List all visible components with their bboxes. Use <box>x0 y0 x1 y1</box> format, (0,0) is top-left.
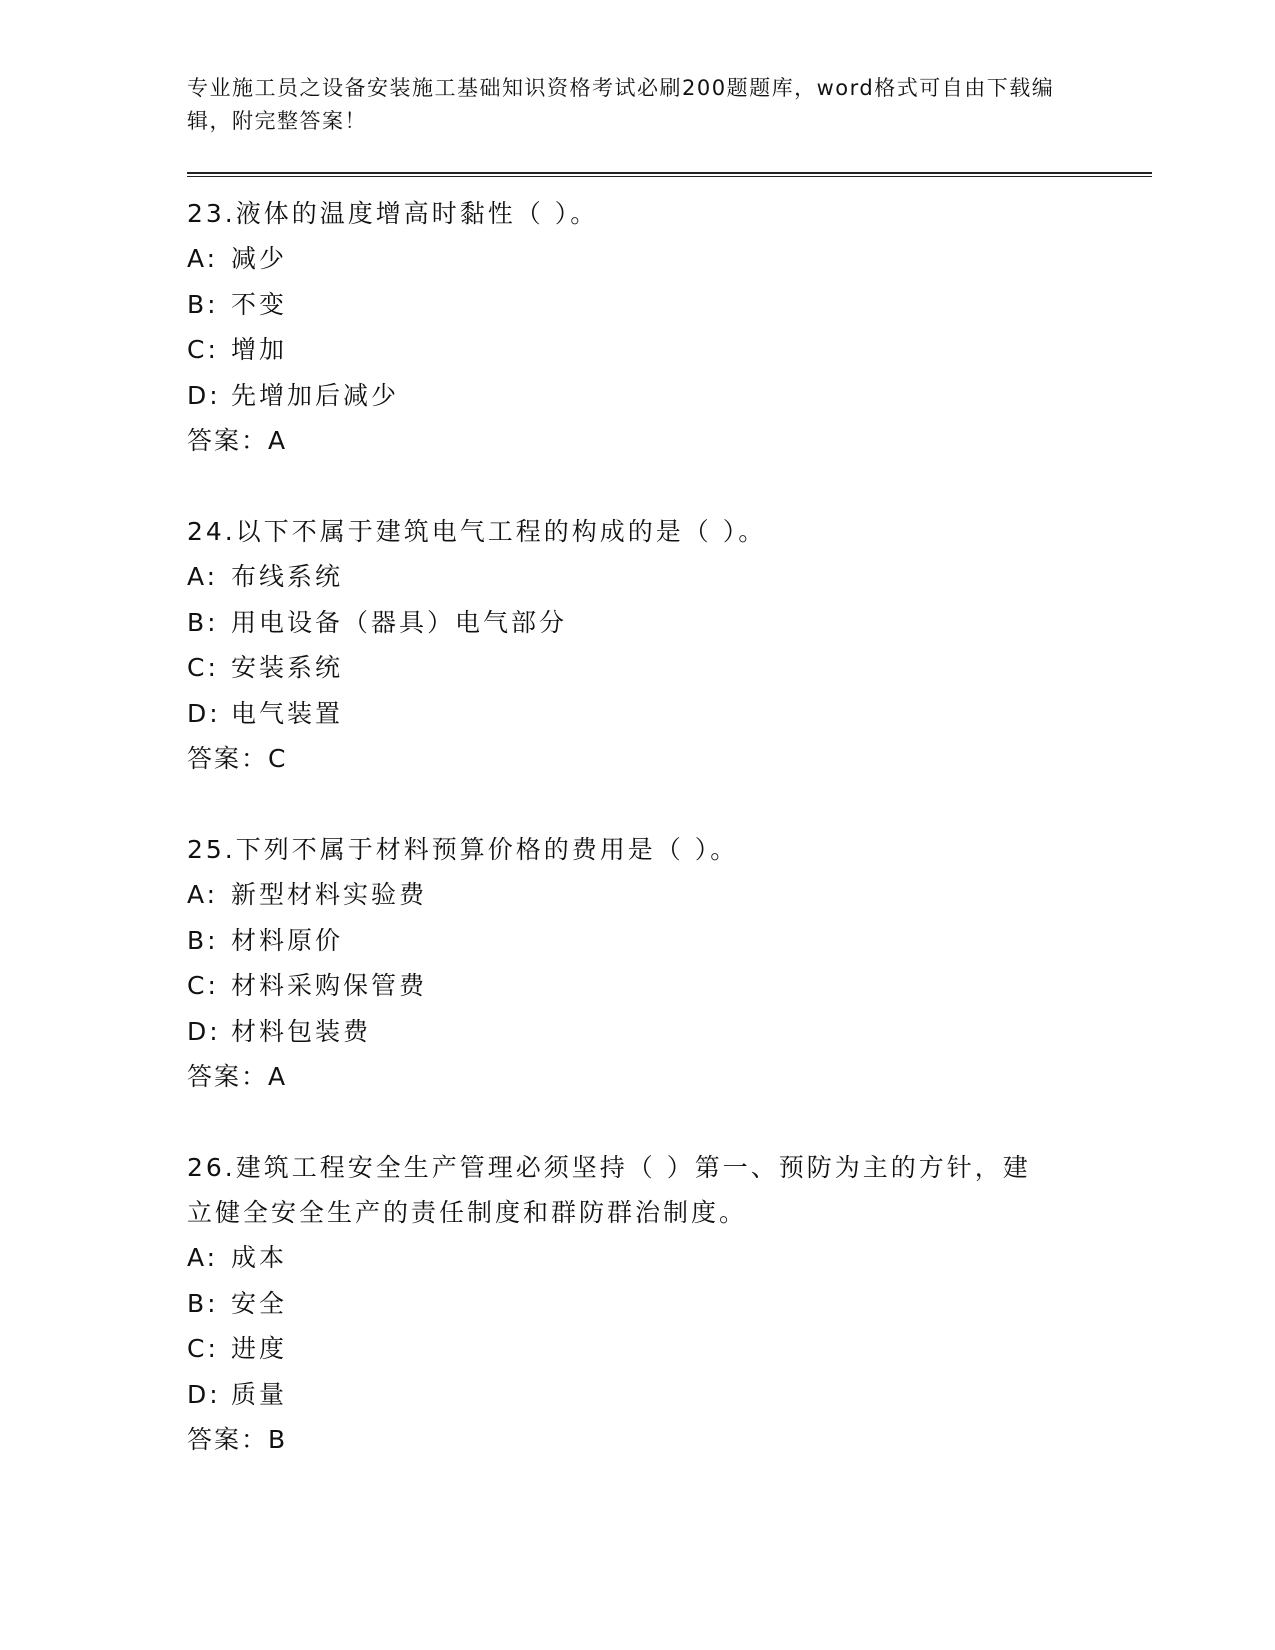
option-key: A: <box>187 244 219 273</box>
option-text: 进度 <box>231 1334 288 1363</box>
option-c <box>187 327 1152 373</box>
option-key: D: <box>187 698 221 728</box>
option-key: A: <box>187 562 219 591</box>
option-key: B: <box>187 925 219 955</box>
option-text: 安装系统 <box>231 653 344 682</box>
question-26 <box>187 1145 1152 1462</box>
option-key: D: <box>187 1016 221 1046</box>
answer-line: 答案：A <box>187 1062 288 1091</box>
option-a <box>187 872 1152 918</box>
question-24 <box>187 509 1152 781</box>
option-text: 材料采购保管费 <box>231 971 428 1000</box>
question-stem: 24.以下不属于建筑电气工程的构成的是（ ）。 <box>187 517 767 546</box>
option-key: B: <box>187 607 219 637</box>
option-d <box>187 373 1152 419</box>
option-key: C: <box>187 1334 219 1363</box>
option-b <box>187 1281 1152 1327</box>
question-list <box>187 191 1152 1462</box>
option-key: A: <box>187 1243 219 1272</box>
option-c <box>187 645 1152 691</box>
option-d <box>187 1009 1152 1055</box>
option-text: 增加 <box>231 335 288 364</box>
question-25 <box>187 827 1152 1099</box>
option-text: 质量 <box>231 1379 288 1409</box>
option-text: 材料包装费 <box>231 1016 372 1046</box>
option-key: C: <box>187 653 219 682</box>
option-text: 不变 <box>231 289 288 319</box>
option-d <box>187 1372 1152 1418</box>
answer-line: 答案：A <box>187 426 288 455</box>
option-a <box>187 554 1152 600</box>
answer-line: 答案：C <box>187 744 288 773</box>
option-b <box>187 918 1152 964</box>
option-key: D: <box>187 1379 221 1409</box>
option-key: B: <box>187 289 219 319</box>
document-intro: 专业施工员之设备安装施工基础知识资格考试必刷200题题库，word格式可自由下载编辑，附完整答案！ <box>187 76 1055 133</box>
option-c <box>187 963 1152 1009</box>
option-c <box>187 1326 1152 1372</box>
question-stem: 23.液体的温度增高时黏性（ ）。 <box>187 199 599 228</box>
option-b <box>187 600 1152 646</box>
option-key: C: <box>187 971 219 1000</box>
option-text: 安全 <box>231 1288 288 1318</box>
option-a <box>187 236 1152 282</box>
option-key: C: <box>187 335 219 364</box>
option-key: B: <box>187 1288 219 1318</box>
header-divider <box>187 172 1152 177</box>
answer-line: 答案：B <box>187 1425 288 1454</box>
option-text: 减少 <box>231 244 288 273</box>
question-stem: 25.下列不属于材料预算价格的费用是（ ）。 <box>187 835 739 864</box>
option-key: A: <box>187 880 219 909</box>
question-23 <box>187 191 1152 463</box>
option-text: 电气装置 <box>231 698 344 728</box>
option-d <box>187 691 1152 737</box>
option-key: D: <box>187 380 221 410</box>
question-stem: 26.建筑工程安全生产管理必须坚持（ ）第一、预防为主的方针，建立健全安全生产的责任制度和群防群治制度。 <box>187 1153 1031 1227</box>
option-text: 用电设备（器具）电气部分 <box>231 607 568 637</box>
option-text: 先增加后减少 <box>231 380 400 410</box>
option-text: 材料原价 <box>231 925 344 955</box>
option-b <box>187 282 1152 328</box>
option-text: 成本 <box>231 1243 288 1272</box>
option-text: 布线系统 <box>231 562 344 591</box>
document-page <box>187 72 1152 1508</box>
option-text: 新型材料实验费 <box>231 880 428 909</box>
option-a <box>187 1235 1152 1281</box>
